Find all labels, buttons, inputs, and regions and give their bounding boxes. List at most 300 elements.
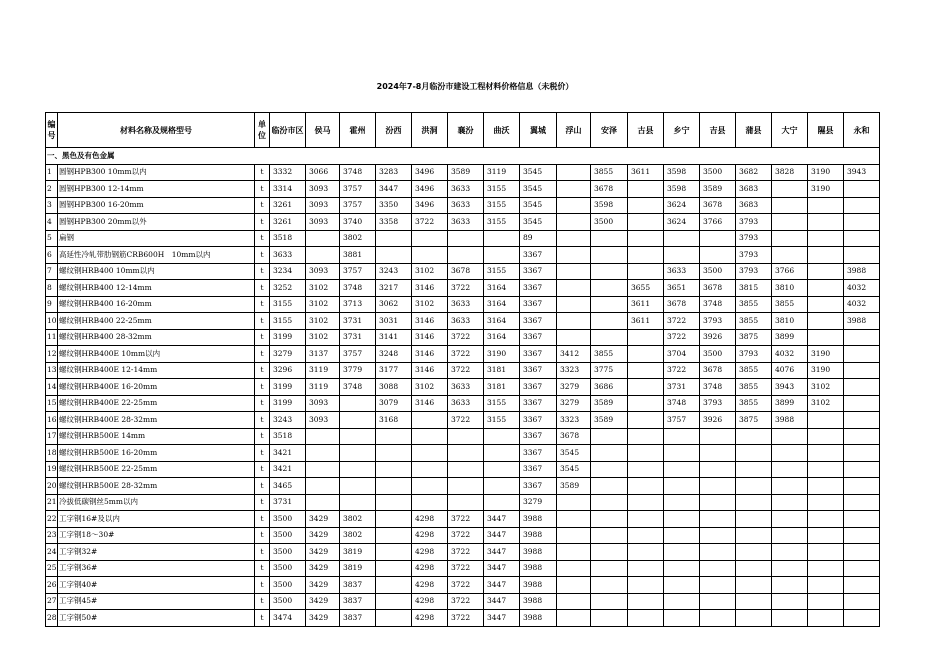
section-heading: 一、黑色及有色金属 (46, 148, 880, 165)
price-cell: 3102 (412, 296, 448, 313)
price-cell: 4032 (772, 346, 808, 363)
price-cell: 3589 (591, 395, 628, 412)
price-cell: 3279 (520, 494, 557, 511)
price-cell: 3611 (628, 164, 664, 181)
price-cell: 3926 (700, 412, 736, 429)
material-name: 工字钢45# (58, 593, 255, 610)
price-cell: 3633 (448, 214, 484, 231)
table-row (46, 313, 880, 330)
price-cell (340, 478, 376, 495)
price-cell: 3633 (448, 296, 484, 313)
price-cell (412, 428, 448, 445)
price-cell: 4298 (412, 511, 448, 528)
price-cell: 3323 (557, 412, 591, 429)
price-cell: 3633 (448, 379, 484, 396)
price-cell (340, 395, 376, 412)
price-cell: 3819 (340, 560, 376, 577)
table-row (46, 527, 880, 544)
price-cell: 3683 (736, 181, 772, 198)
price-cell: 3155 (484, 412, 520, 429)
price-cell (412, 247, 448, 264)
price-cell (664, 247, 700, 264)
price-cell: 3793 (736, 346, 772, 363)
price-cell (772, 181, 808, 198)
price-cell: 3146 (412, 346, 448, 363)
price-cell (772, 197, 808, 214)
price-cell: 3988 (520, 544, 557, 561)
price-cell: 3190 (808, 362, 844, 379)
material-name: 工字钢40# (58, 577, 255, 594)
price-cell: 3545 (520, 214, 557, 231)
price-cell: 3837 (340, 577, 376, 594)
price-cell (808, 247, 844, 264)
price-cell (664, 445, 700, 462)
price-cell: 3119 (306, 379, 340, 396)
section-row (46, 148, 880, 165)
price-cell: 3722 (448, 593, 484, 610)
price-cell: 3181 (484, 379, 520, 396)
price-cell (412, 494, 448, 511)
column-header: 永和 (844, 113, 880, 148)
price-cell: 3031 (376, 313, 412, 330)
price-cell: 3412 (557, 346, 591, 363)
price-cell (628, 263, 664, 280)
column-header: 临汾市区 (270, 113, 306, 148)
table-row (46, 214, 880, 231)
material-name: 螺纹钢HRB400E 10mm以内 (58, 346, 255, 363)
price-cell: 3146 (412, 313, 448, 330)
price-cell: 3748 (700, 379, 736, 396)
price-cell: 3500 (700, 346, 736, 363)
price-cell (591, 263, 628, 280)
price-cell (772, 527, 808, 544)
price-cell (484, 247, 520, 264)
table-row (46, 412, 880, 429)
unit-cell: t (255, 544, 270, 561)
price-cell: 3819 (340, 544, 376, 561)
price-cell (628, 329, 664, 346)
price-cell (844, 428, 880, 445)
price-cell: 3279 (270, 346, 306, 363)
price-cell: 3168 (376, 412, 412, 429)
price-cell (557, 230, 591, 247)
price-cell (557, 247, 591, 264)
price-cell: 3651 (664, 280, 700, 297)
price-cell (844, 230, 880, 247)
unit-cell: t (255, 214, 270, 231)
price-cell (306, 494, 340, 511)
price-cell: 3181 (484, 362, 520, 379)
price-cell: 3447 (484, 577, 520, 594)
price-cell: 3252 (270, 280, 306, 297)
price-cell: 3678 (448, 263, 484, 280)
price-cell: 3093 (306, 197, 340, 214)
unit-cell: t (255, 593, 270, 610)
price-cell (844, 511, 880, 528)
price-cell: 3190 (808, 346, 844, 363)
price-cell: 3855 (736, 313, 772, 330)
price-cell: 3367 (520, 461, 557, 478)
price-cell: 3731 (340, 329, 376, 346)
price-cell: 3093 (306, 395, 340, 412)
price-cell (412, 412, 448, 429)
price-cell (591, 461, 628, 478)
price-cell (736, 544, 772, 561)
price-cell: 3775 (591, 362, 628, 379)
table-row (46, 379, 880, 396)
price-cell (557, 544, 591, 561)
price-cell (844, 527, 880, 544)
column-header: 蒲县 (736, 113, 772, 148)
price-cell: 3261 (270, 214, 306, 231)
material-name: 圆钢HPB300 12-14mm (58, 181, 255, 198)
column-header: 单位 (255, 113, 270, 148)
price-cell: 3988 (520, 527, 557, 544)
unit-cell: t (255, 560, 270, 577)
price-cell: 3421 (270, 445, 306, 462)
price-cell: 3367 (520, 428, 557, 445)
column-header: 汾西 (376, 113, 412, 148)
price-cell: 3810 (772, 313, 808, 330)
price-cell: 3713 (340, 296, 376, 313)
price-cell (557, 181, 591, 198)
row-number: 8 (46, 280, 58, 297)
price-cell: 3102 (412, 263, 448, 280)
price-cell: 3164 (484, 329, 520, 346)
price-cell: 3500 (270, 511, 306, 528)
price-cell (700, 560, 736, 577)
price-cell (844, 445, 880, 462)
price-cell (591, 610, 628, 627)
price-cell: 3279 (557, 379, 591, 396)
price-cell (628, 362, 664, 379)
price-cell: 3810 (772, 280, 808, 297)
material-name: 高延性冷轧带肋钢筋CRB600H 10mm以内 (58, 247, 255, 264)
price-cell: 3367 (520, 280, 557, 297)
price-cell (772, 445, 808, 462)
price-cell (772, 560, 808, 577)
column-header: 安泽 (591, 113, 628, 148)
price-cell (772, 494, 808, 511)
price-cell (808, 197, 844, 214)
table-row (46, 560, 880, 577)
price-cell (306, 230, 340, 247)
price-cell: 3447 (484, 593, 520, 610)
price-cell: 3837 (340, 593, 376, 610)
price-cell: 3722 (448, 362, 484, 379)
price-cell (591, 296, 628, 313)
price-cell (700, 610, 736, 627)
price-cell: 3199 (270, 329, 306, 346)
price-cell (844, 379, 880, 396)
price-cell (808, 230, 844, 247)
table-row (46, 280, 880, 297)
material-name: 螺纹钢HRB400 22-25mm (58, 313, 255, 330)
row-number: 28 (46, 610, 58, 627)
price-cell: 3633 (448, 197, 484, 214)
unit-cell: t (255, 164, 270, 181)
price-cell (736, 428, 772, 445)
price-cell: 3367 (520, 329, 557, 346)
price-cell: 3146 (412, 362, 448, 379)
price-cell (448, 247, 484, 264)
price-cell (844, 214, 880, 231)
material-name: 工字钢50# (58, 610, 255, 627)
price-cell: 3678 (700, 362, 736, 379)
price-cell (808, 511, 844, 528)
header-row (46, 113, 880, 148)
price-cell: 4298 (412, 527, 448, 544)
price-cell (808, 593, 844, 610)
price-cell (557, 610, 591, 627)
column-header: 材料名称及规格型号 (58, 113, 255, 148)
price-cell: 3793 (736, 247, 772, 264)
price-cell: 3624 (664, 214, 700, 231)
table-row (46, 263, 880, 280)
unit-cell: t (255, 379, 270, 396)
price-cell: 3119 (484, 164, 520, 181)
price-cell: 3367 (520, 346, 557, 363)
unit-cell: t (255, 230, 270, 247)
price-cell: 3500 (270, 593, 306, 610)
price-cell: 3199 (270, 379, 306, 396)
price-cell: 3332 (270, 164, 306, 181)
price-cell (557, 197, 591, 214)
price-cell: 3855 (736, 395, 772, 412)
price-cell: 3686 (591, 379, 628, 396)
price-cell: 3155 (484, 181, 520, 198)
price-cell: 3141 (376, 329, 412, 346)
price-cell: 3766 (700, 214, 736, 231)
column-header: 侯马 (306, 113, 340, 148)
price-cell (664, 610, 700, 627)
price-cell (412, 461, 448, 478)
price-cell (448, 428, 484, 445)
price-cell (808, 560, 844, 577)
price-cell (628, 230, 664, 247)
price-cell (448, 230, 484, 247)
price-cell: 3722 (664, 362, 700, 379)
table-row (46, 461, 880, 478)
price-cell (736, 511, 772, 528)
price-cell (484, 478, 520, 495)
price-cell: 3164 (484, 313, 520, 330)
price-cell: 3855 (591, 164, 628, 181)
price-cell (628, 214, 664, 231)
price-cell: 3589 (557, 478, 591, 495)
row-number: 12 (46, 346, 58, 363)
unit-cell: t (255, 362, 270, 379)
price-cell: 3500 (270, 527, 306, 544)
price-cell (628, 544, 664, 561)
price-cell: 4032 (844, 280, 880, 297)
price-cell: 3757 (340, 263, 376, 280)
price-cell: 3624 (664, 197, 700, 214)
price-cell (772, 511, 808, 528)
price-cell (628, 412, 664, 429)
price-cell: 3177 (376, 362, 412, 379)
price-cell: 3793 (736, 230, 772, 247)
price-cell (376, 593, 412, 610)
price-cell: 3199 (270, 395, 306, 412)
price-cell: 3474 (270, 610, 306, 627)
price-cell: 3093 (306, 412, 340, 429)
price-cell: 3678 (664, 296, 700, 313)
price-cell (591, 577, 628, 594)
price-cell (808, 263, 844, 280)
row-number: 27 (46, 593, 58, 610)
price-cell: 4298 (412, 577, 448, 594)
row-number: 17 (46, 428, 58, 445)
price-cell: 3722 (448, 511, 484, 528)
price-cell: 3155 (484, 197, 520, 214)
price-cell: 3500 (270, 577, 306, 594)
price-cell (736, 527, 772, 544)
price-cell: 3988 (844, 313, 880, 330)
price-cell (340, 445, 376, 462)
price-cell: 3988 (520, 593, 557, 610)
table-row (46, 164, 880, 181)
price-cell: 3367 (520, 247, 557, 264)
price-cell: 3589 (591, 412, 628, 429)
material-name: 螺纹钢HRB400 16-20mm (58, 296, 255, 313)
price-cell: 3722 (448, 610, 484, 627)
price-cell: 3323 (557, 362, 591, 379)
price-cell: 3429 (306, 511, 340, 528)
price-cell: 3899 (772, 329, 808, 346)
row-number: 10 (46, 313, 58, 330)
column-header: 襄汾 (448, 113, 484, 148)
price-cell (628, 197, 664, 214)
price-cell: 4298 (412, 593, 448, 610)
document-title: 2024年7-8月临汾市建设工程材料价格信息（未税价） (376, 82, 574, 91)
price-cell: 3855 (772, 296, 808, 313)
price-cell (844, 577, 880, 594)
price-cell: 3704 (664, 346, 700, 363)
price-cell (700, 461, 736, 478)
price-cell (591, 511, 628, 528)
row-number: 15 (46, 395, 58, 412)
price-cell: 3314 (270, 181, 306, 198)
price-cell (664, 461, 700, 478)
table-row (46, 511, 880, 528)
price-cell: 3722 (448, 412, 484, 429)
price-cell (808, 577, 844, 594)
price-cell: 3545 (520, 181, 557, 198)
price-cell (664, 544, 700, 561)
column-header: 隰县 (808, 113, 844, 148)
price-cell: 3088 (376, 379, 412, 396)
price-cell (376, 445, 412, 462)
price-cell (772, 247, 808, 264)
price-cell (591, 478, 628, 495)
price-cell (376, 577, 412, 594)
price-cell (557, 296, 591, 313)
price-cell (448, 461, 484, 478)
price-cell (844, 544, 880, 561)
column-header: 洪洞 (412, 113, 448, 148)
price-cell: 3802 (340, 230, 376, 247)
price-cell (700, 511, 736, 528)
price-cell (772, 230, 808, 247)
price-cell: 3496 (412, 197, 448, 214)
price-cell (844, 610, 880, 627)
price-cell: 3793 (700, 313, 736, 330)
material-name: 螺纹钢HRB400E 28-32mm (58, 412, 255, 429)
row-number: 25 (46, 560, 58, 577)
price-cell: 3447 (484, 544, 520, 561)
price-cell (591, 247, 628, 264)
price-cell: 3367 (520, 412, 557, 429)
price-cell (591, 313, 628, 330)
price-cell: 3164 (484, 296, 520, 313)
material-name: 螺纹钢HRB500E 14mm (58, 428, 255, 445)
price-cell: 3837 (340, 610, 376, 627)
price-cell: 4298 (412, 610, 448, 627)
material-name: 螺纹钢HRB400E 12-14mm (58, 362, 255, 379)
price-cell: 3500 (270, 560, 306, 577)
price-cell (484, 230, 520, 247)
price-cell (376, 544, 412, 561)
price-cell: 3598 (664, 181, 700, 198)
price-cell (772, 544, 808, 561)
price-cell (306, 478, 340, 495)
unit-cell: t (255, 346, 270, 363)
price-cell: 3766 (772, 263, 808, 280)
price-cell: 3146 (412, 395, 448, 412)
price-cell (700, 247, 736, 264)
price-cell: 3367 (520, 445, 557, 462)
price-cell (376, 527, 412, 544)
price-cell (700, 478, 736, 495)
unit-cell: t (255, 428, 270, 445)
price-cell: 3496 (412, 181, 448, 198)
price-cell (557, 280, 591, 297)
price-cell: 3367 (520, 263, 557, 280)
price-cell: 3500 (591, 214, 628, 231)
material-name: 工字钢18～30# (58, 527, 255, 544)
material-name: 圆钢HPB300 10mm以内 (58, 164, 255, 181)
row-number: 18 (46, 445, 58, 462)
price-cell (736, 494, 772, 511)
table-row (46, 544, 880, 561)
price-cell (628, 511, 664, 528)
column-header: 吉县 (700, 113, 736, 148)
price-cell: 3062 (376, 296, 412, 313)
material-name: 冷拔低碳钢丝5mm以内 (58, 494, 255, 511)
table-row (46, 610, 880, 627)
price-cell: 3748 (340, 280, 376, 297)
price-cell: 3102 (306, 280, 340, 297)
price-cell: 3102 (412, 379, 448, 396)
price-cell (557, 214, 591, 231)
price-cell (376, 230, 412, 247)
price-cell (736, 478, 772, 495)
column-header: 翼城 (520, 113, 557, 148)
price-cell (664, 428, 700, 445)
price-cell: 3589 (448, 164, 484, 181)
price-cell: 3899 (772, 395, 808, 412)
price-cell (808, 527, 844, 544)
price-cell (700, 230, 736, 247)
table-row (46, 445, 880, 462)
price-cell (591, 494, 628, 511)
price-cell (376, 247, 412, 264)
row-number: 16 (46, 412, 58, 429)
price-cell: 4298 (412, 560, 448, 577)
price-cell: 3279 (557, 395, 591, 412)
price-cell: 3545 (520, 164, 557, 181)
